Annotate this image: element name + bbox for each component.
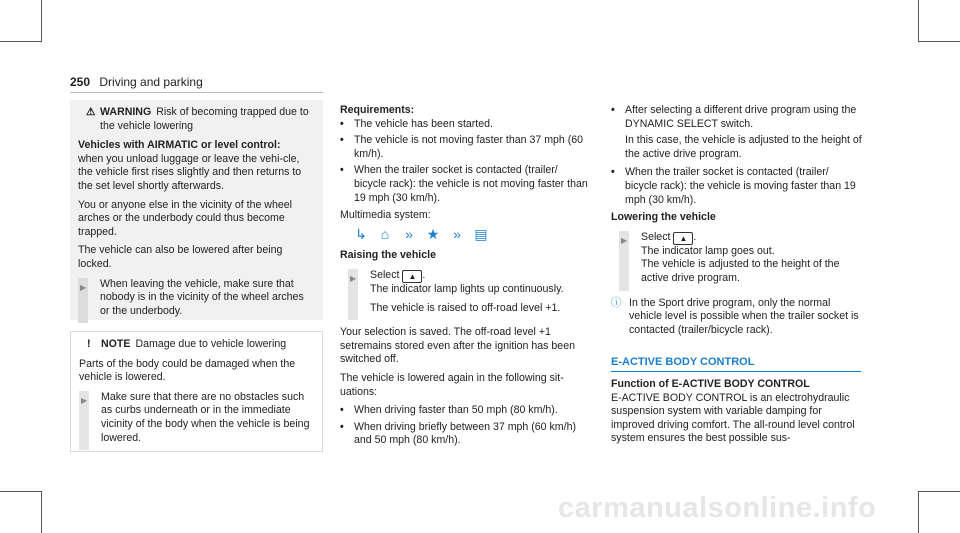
- double-chevron-icon: »: [405, 225, 413, 242]
- step-arrow-icon: ▶: [80, 282, 87, 292]
- warning-keyword: WARNING: [100, 106, 152, 118]
- requirements-heading: Requirements:: [340, 104, 415, 116]
- info-icon: ⓘ: [611, 296, 622, 309]
- column-right: • After selecting a different drive program using the DYNAMIC SELECT switch. In this case, the vehicle is adjusted to the height of the active drive program. • When the trailer socket is contacted (trailer/ bicycle rack): the vehicle is moving faster than 19 mph (30 km/h). Lowering the vehicle ▶ Select ▲ . The indicator lamp goes out. The vehicle is adjusted to the height of the active drive program. ⓘ In the Sport drive program, only the normal vehicle level is possible when the trailer socket is contacted (trailer/bicycle rack).: [611, 104, 862, 336]
- list-item: • After selecting a different drive program using the DYNAMIC SELECT switch.: [611, 104, 857, 130]
- crop-mark: [918, 491, 919, 533]
- function-heading: Function of E-ACTIVE BODY CONTROL: [611, 378, 810, 390]
- bullet-icon: •: [340, 404, 344, 417]
- indicator-text: The indicator lamp lights up continuously.: [370, 282, 564, 295]
- warning-triangle-icon: ⚠: [86, 106, 96, 118]
- bullet-icon: •: [340, 164, 344, 177]
- warning-paragraph: You or anyone else in the vicinity of the wheel arches or the underbody could thus become trapped.: [78, 198, 292, 238]
- section-name: Driving and parking: [99, 75, 203, 89]
- lowering-heading: Lowering the vehicle: [611, 211, 716, 224]
- bullet-icon: •: [611, 104, 615, 116]
- section-body: [611, 378, 863, 451]
- paragraph: The vehicle is lowered again in the following sit-uations:: [340, 371, 564, 398]
- paragraph: E-ACTIVE BODY CONTROL is an electrohydraulic suspension system with variable damping for improved driving comfort. The all-round level control system ensures the best possible sus-: [611, 391, 855, 445]
- crop-mark: [0, 41, 42, 42]
- warning-title: Risk of becoming trapped due to the vehicle lowering: [100, 106, 309, 132]
- offroad-car-icon: ▲: [402, 270, 422, 283]
- paragraph: In this case, the vehicle is adjusted to the height of the active drive program.: [625, 134, 862, 160]
- bullet-icon: •: [340, 420, 344, 433]
- menu-path: [354, 225, 592, 242]
- star-icon: ★: [426, 225, 440, 242]
- section-rule: [611, 371, 861, 372]
- header-rule: [70, 92, 323, 93]
- raising-heading: Raising the vehicle: [340, 249, 436, 262]
- crop-mark: [918, 491, 960, 492]
- home-icon: ⌂: [380, 225, 390, 242]
- warning-box: [70, 100, 323, 320]
- crop-mark: [918, 41, 960, 42]
- offroad-car-icon: ▲: [673, 232, 693, 245]
- list-item: • The vehicle has been started.: [340, 117, 493, 130]
- paragraph: Your selection is saved. The off-road level +1 setremains stored even after the ignition has been switched off.: [340, 326, 575, 366]
- indicator-text: The indicator lamp goes out.: [641, 244, 775, 257]
- crop-mark: [41, 0, 42, 42]
- list-item: • The vehicle is not moving faster than 37 mph (60 km/h).: [340, 134, 584, 160]
- note-title: Damage due to vehicle lowering: [135, 338, 287, 350]
- bullet-icon: •: [611, 166, 615, 179]
- list-item: • When driving faster than 50 mph (80 km/h).: [340, 404, 558, 417]
- list-item: • When driving briefly between 37 mph (60 km/h) and 50 mph (80 km/h).: [340, 420, 576, 447]
- crop-mark: [918, 0, 919, 42]
- page-header: [70, 75, 203, 89]
- select-label: Select: [641, 230, 671, 243]
- note-keyword: NOTE: [101, 338, 131, 350]
- warning-step: When leaving the vehicle, make sure that nobody is in the vicinity of the wheel arches or the underbody.: [100, 277, 304, 317]
- multimedia-label: Multimedia system:: [340, 209, 431, 222]
- info-note: ⓘ In the Sport drive program, only the normal vehicle level is possible when the trailer socket is contacted (trailer/bicycle rack).: [611, 296, 859, 336]
- warning-paragraph: The vehicle can also be lowered after being locked.: [78, 244, 283, 270]
- list-item: • When the trailer socket is contacted (trailer/ bicycle rack): the vehicle is not moving faster than 19 mph (30 km/h).: [340, 164, 588, 204]
- crop-mark: [41, 491, 42, 533]
- nav-arrow-icon: ↳: [355, 225, 367, 242]
- note-step: Make sure that there are no obstacles such as curbs underneath or in the immediate vicinity of the body when the vehicle is being lowered.: [101, 390, 310, 444]
- warning-paragraph: when you unload luggage or leave the vehi-cle, the vehicle first rises slightly and then returns to the set level shortly afterwards.: [78, 152, 302, 192]
- warning-subheading: Vehicles with AIRMATIC or level control:: [78, 139, 281, 152]
- step-arrow-icon: ▶: [81, 395, 88, 405]
- column-middle: Requirements: • The vehicle has been started. • The vehicle is not moving faster than 37 mph (60 km/h). • When the trailer socket is contacted (trailer/ bicycle rack): the vehicle is not moving faster than 19 mph (30 km/h). Multimedia system: ↳ ⌂ » ★ » ▤ Raising the vehicle ▶ Select ▲ . The indicator lamp lights up continuously. The vehicle is raised to off-road level +1. Your selection is saved. The off-road level +1 setremains stored even after the ignition has been switched off. The vehicle is lowered again in the following sit-uations: • When driving faster than 50 mph (80 km/h). • When driving briefly between 37 mph (60 km/h) and 50 mph (80 km/h).: [340, 104, 592, 451]
- step-arrow-icon: ▶: [621, 235, 628, 245]
- note-exclamation-icon: !: [87, 338, 91, 350]
- note-paragraph: Parts of the body could be damaged when the vehicle is lowered.: [79, 357, 296, 384]
- crop-mark: [0, 491, 42, 492]
- select-label: Select: [370, 268, 400, 281]
- page-number: 250: [70, 75, 91, 89]
- result-text: The vehicle is adjusted to the height of the active drive program.: [641, 258, 840, 284]
- bullet-icon: •: [340, 134, 344, 147]
- list-item: • When the trailer socket is contacted (trailer/ bicycle rack): the vehicle is moving faster than 19 mph (30 km/h).: [611, 166, 856, 206]
- double-chevron-icon: »: [453, 225, 461, 242]
- result-text: The vehicle is raised to off-road level +1.: [370, 301, 561, 314]
- car-settings-icon: ▤: [474, 225, 488, 242]
- step-arrow-icon: ▶: [350, 273, 357, 283]
- bullet-icon: •: [340, 117, 344, 130]
- note-box: [70, 331, 323, 452]
- watermark: carmanualsonline.info: [558, 492, 877, 524]
- section-title: E-ACTIVE BODY CONTROL: [611, 356, 755, 368]
